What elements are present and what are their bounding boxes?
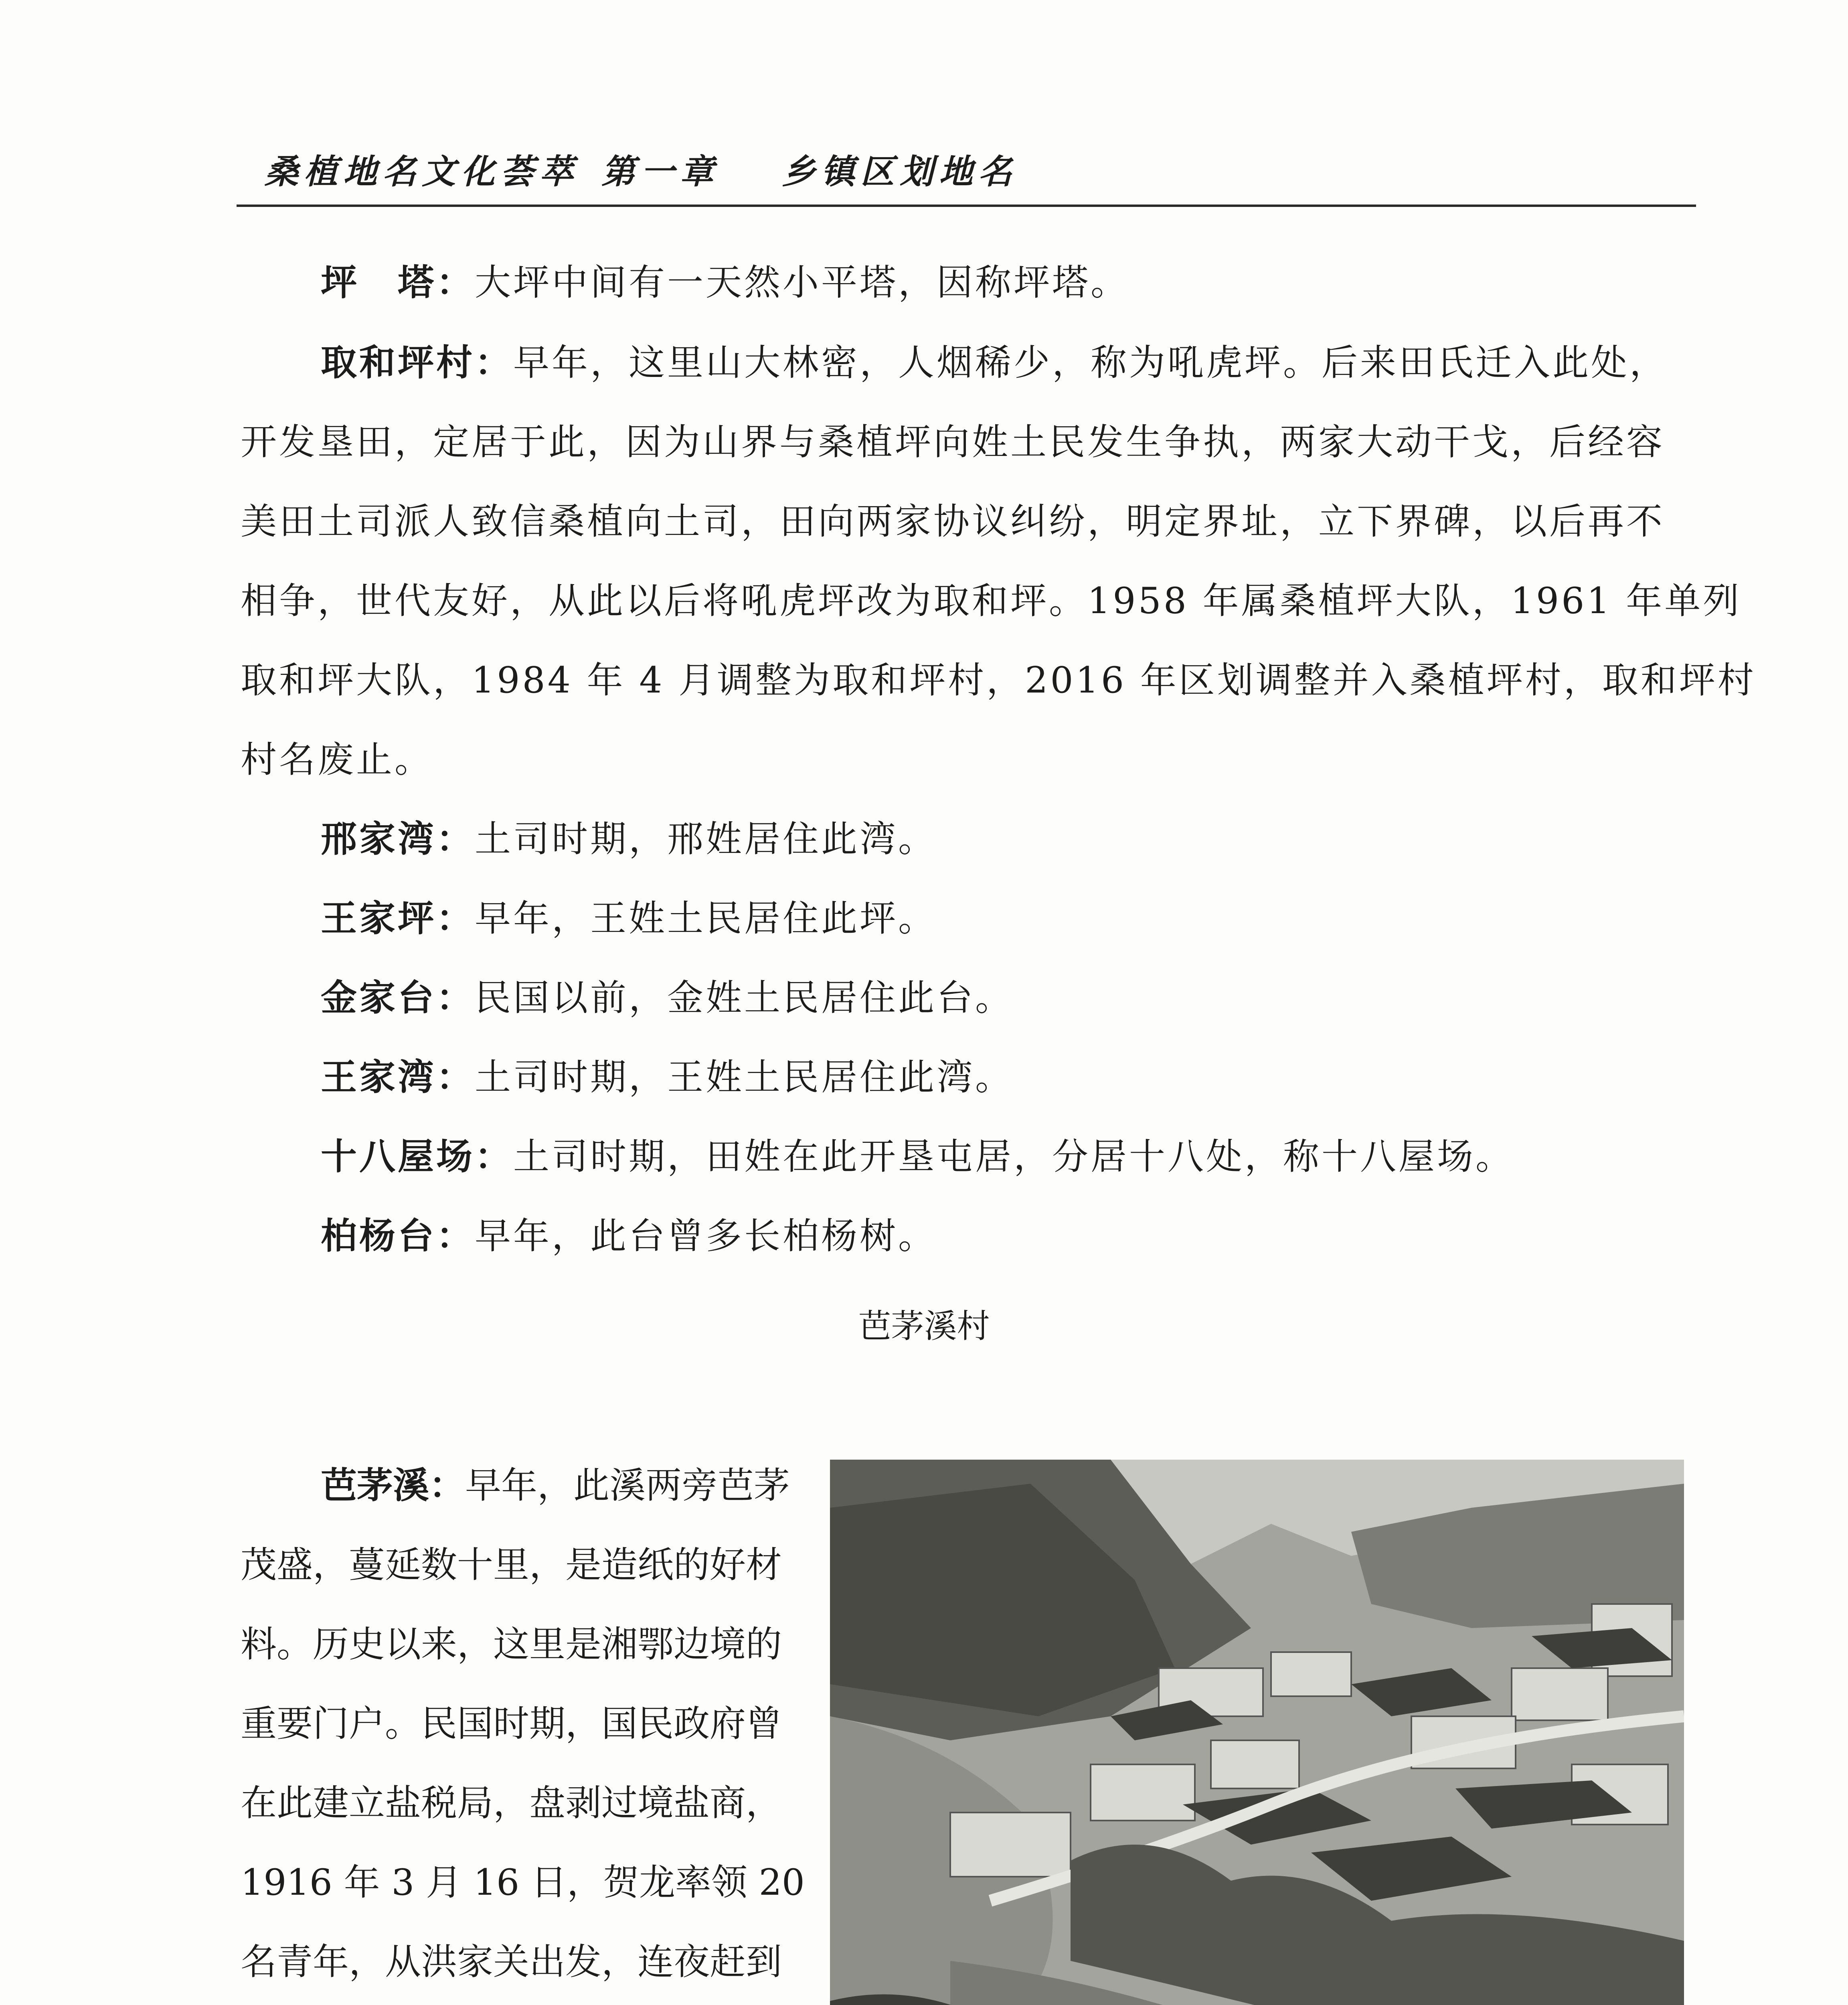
- entry-term: 邢家湾：: [321, 818, 475, 860]
- section-label: 乡镇区划地名: [782, 152, 1018, 191]
- entry-line: 村名废止。: [241, 739, 433, 781]
- entry-term: 十八屋场：: [321, 1136, 513, 1178]
- entry-term: 王家湾：: [321, 1056, 475, 1098]
- running-header: [237, 148, 1696, 204]
- entry-line: 美田土司派人致信桑植向土司，田向两家协议纠纷，明定界址，立下界碑，以后再不: [241, 500, 1665, 543]
- village-line: 料。历史以来，这里是湘鄂边境的: [241, 1623, 782, 1665]
- entry-wangjiaping: [321, 897, 1764, 940]
- entry-xingjiawan: [321, 818, 1764, 860]
- entry-shibawuchang: [321, 1136, 1764, 1178]
- entry-text: 早年，王姓土民居住此坪。: [475, 897, 937, 940]
- village-line: 1916 年 3 月 16 日，贺龙率领 20: [241, 1861, 805, 1904]
- header-rule: [237, 205, 1696, 207]
- entry-text: 民国以前，金姓土民居住此台。: [475, 977, 1014, 1019]
- entry-text: 土司时期，邢姓居住此湾。: [475, 818, 937, 860]
- village-entry-first: [321, 1464, 898, 1507]
- village-line: 重要门户。民国时期，国民政府曾: [241, 1703, 782, 1745]
- entry-quhepingcun: [321, 342, 1764, 384]
- book-title: 桑植地名文化荟萃: [265, 152, 579, 191]
- village-line: 在此建立盐税局，盘剥过境盐商，: [241, 1782, 782, 1824]
- section-title: 芭茅溪村: [858, 1307, 990, 1345]
- entry-text: 土司时期，田姓在此开垦屯居，分居十八处，称十八屋场。: [513, 1136, 1514, 1178]
- entry-jinjiatai: [321, 977, 1764, 1019]
- village-photo: [830, 1460, 1684, 2005]
- entry-text: 早年，此溪两旁芭茅: [465, 1464, 790, 1507]
- village-line: 名青年，从洪家关出发，连夜赶到: [241, 1941, 782, 1983]
- entry-term: 柏杨台：: [321, 1215, 475, 1257]
- entry-line: 取和坪大队，1984 年 4 月调整为取和坪村，2016 年区划调整并入桑植坪村，取和坪村: [241, 659, 1756, 701]
- chapter-label: 第一章: [601, 152, 720, 191]
- village-line: 茂盛，蔓延数十里，是造纸的好材: [241, 1544, 782, 1586]
- entry-line: 相争，世代友好，从此以后将吼虎坪改为取和坪。1958 年属桑植坪大队，1961 年单列: [241, 580, 1742, 622]
- entry-text: 早年，此台曾多长柏杨树。: [475, 1215, 937, 1257]
- entry-wangjiawan: [321, 1056, 1764, 1098]
- entry-term: 坪 塔：: [321, 261, 475, 304]
- entry-line: 开发垦田，定居于此，因为山界与桑植坪向姓土民发生争执，两家大动干戈，后经容: [241, 421, 1665, 463]
- entry-term: 金家台：: [321, 977, 475, 1019]
- entry-text: 早年，这里山大林密，人烟稀少，称为吼虎坪。后来田氏迁入此处，: [513, 342, 1668, 384]
- entry-term: 芭茅溪：: [321, 1464, 465, 1507]
- entry-text: 大坪中间有一天然小平塔，因称坪塔。: [475, 261, 1129, 304]
- entry-boyangtai: [321, 1215, 1764, 1257]
- entry-text: 土司时期，王姓土民居住此湾。: [475, 1056, 1014, 1098]
- entry-term: 取和坪村：: [321, 342, 513, 384]
- entry-pingta: [321, 261, 1764, 304]
- entry-term: 王家坪：: [321, 897, 475, 940]
